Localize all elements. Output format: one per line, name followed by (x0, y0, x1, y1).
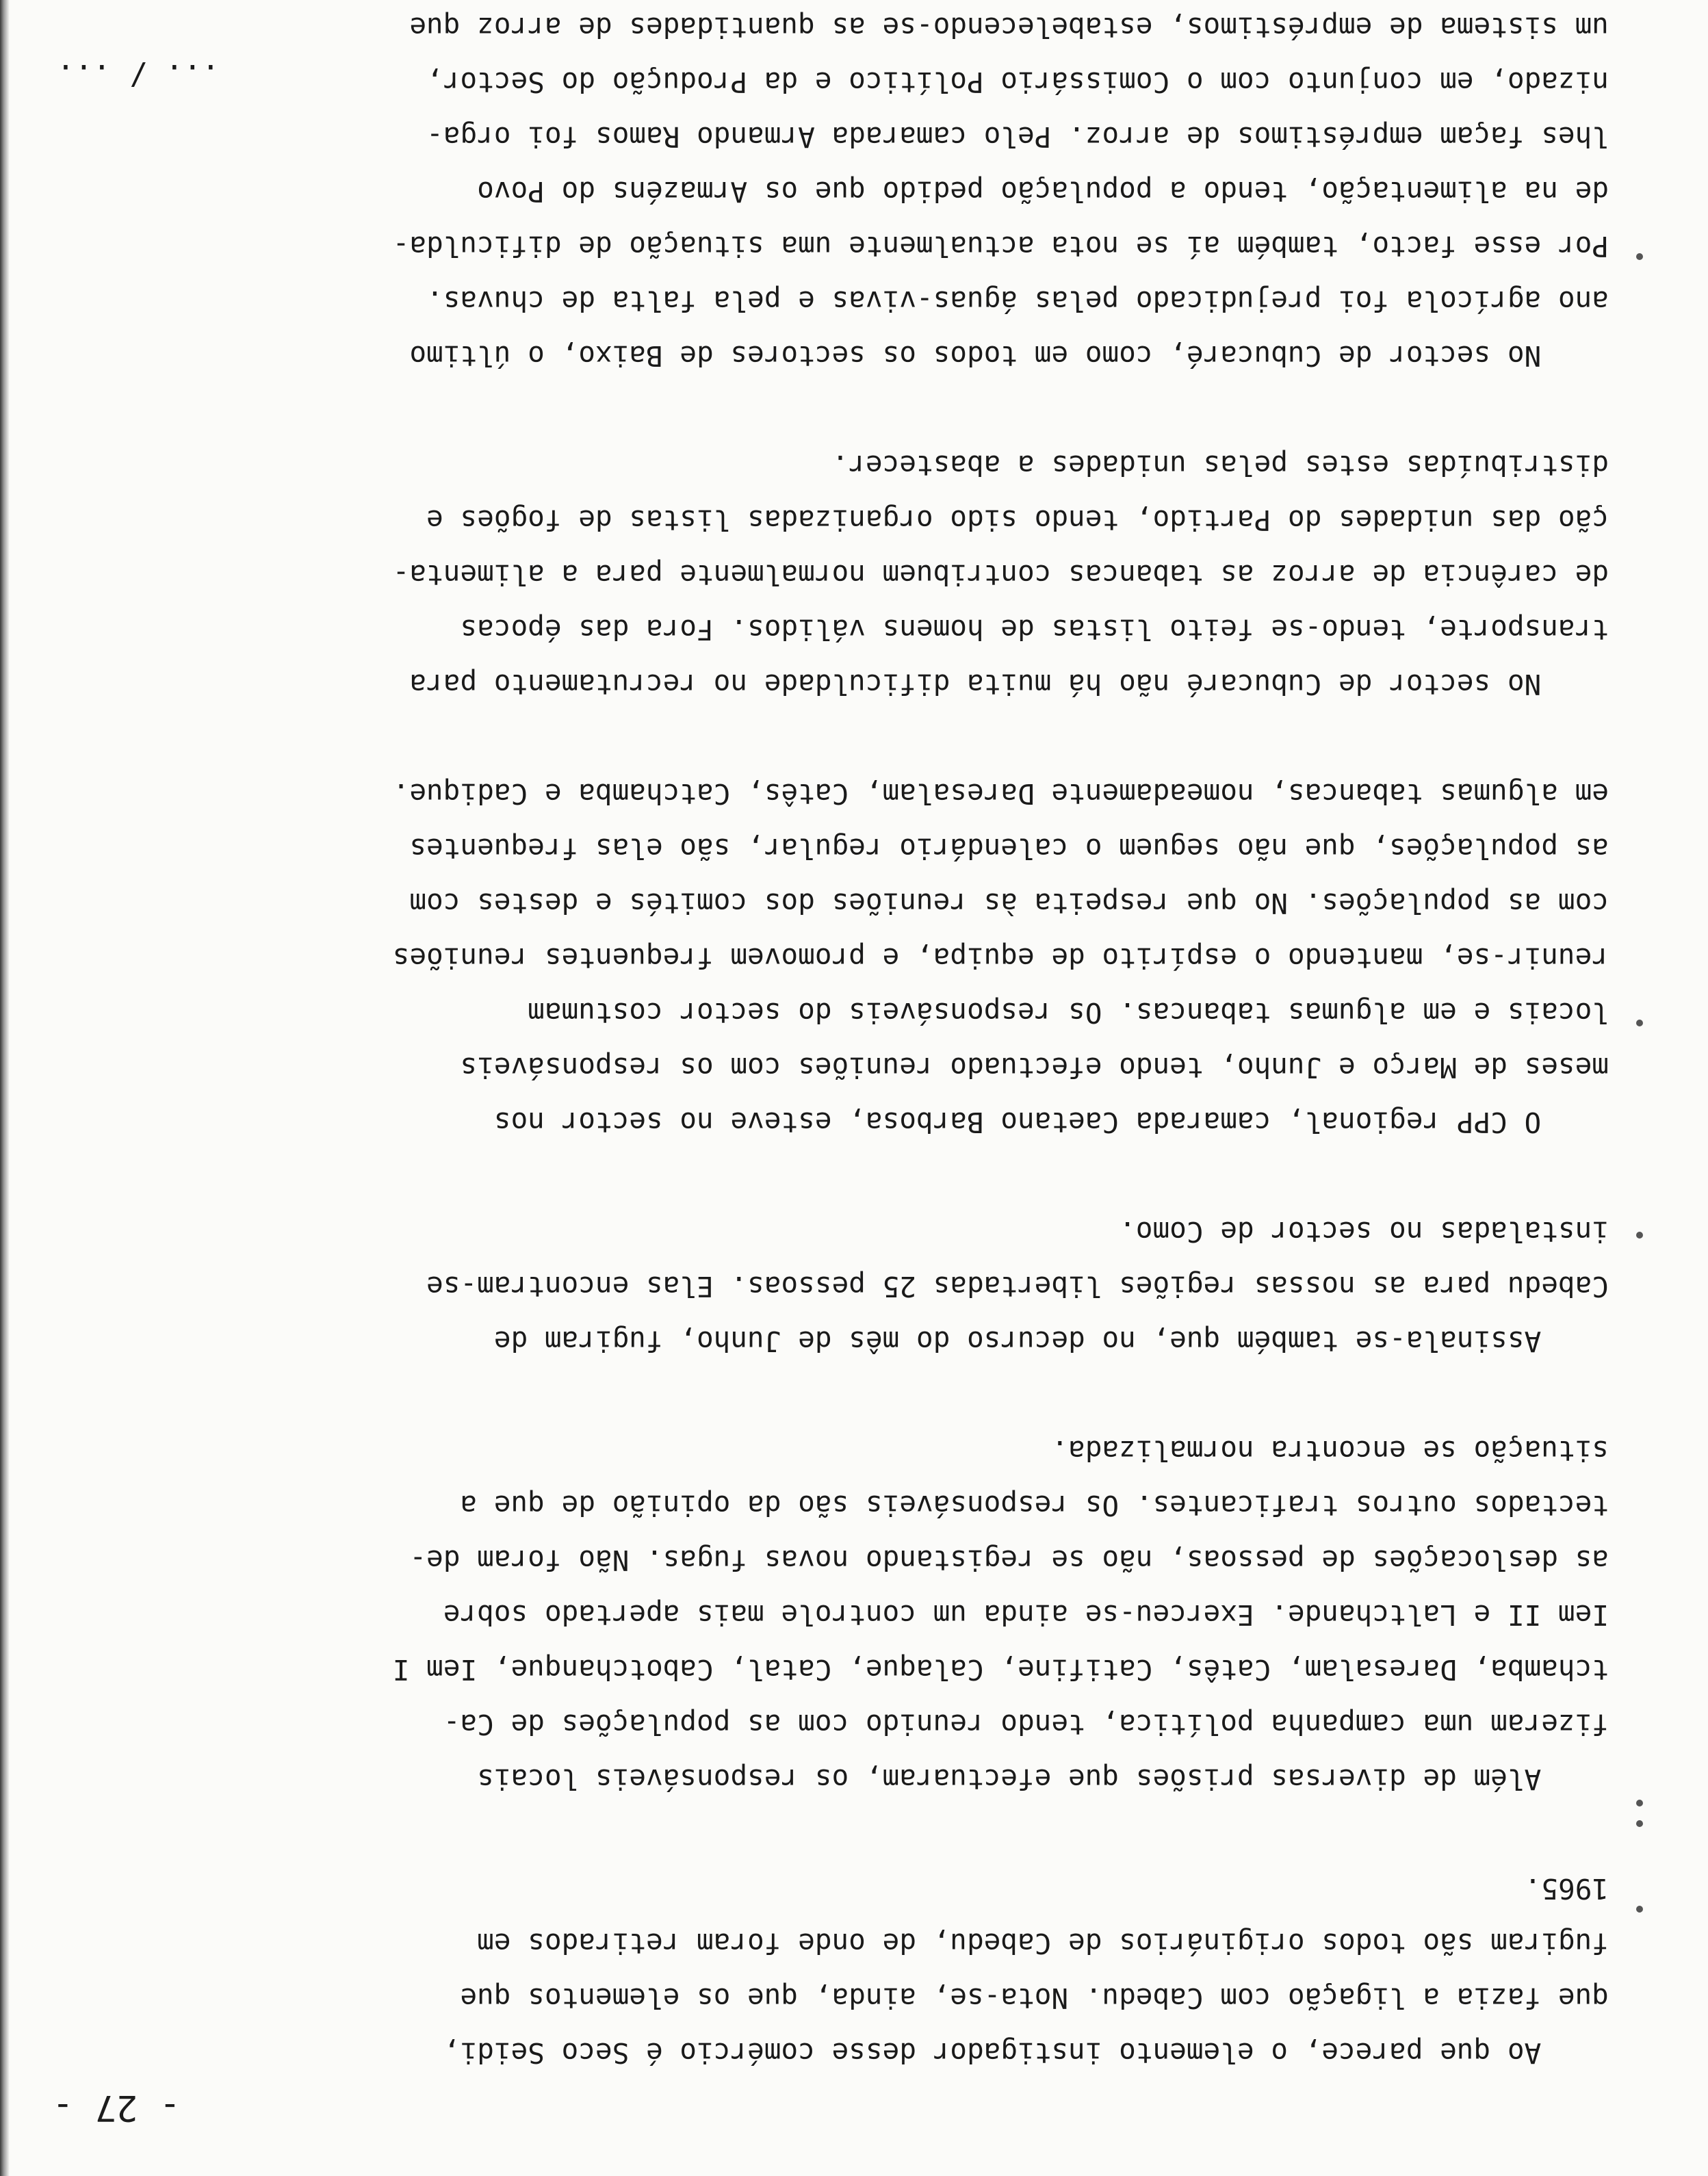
text-line: O CPP regional, camarada Caetano Barbosa, esteve no sector nos (493, 1106, 1609, 1139)
text-line: com as populações. No que respeita às reuniões dos comités e destes com (409, 887, 1609, 920)
text-line: situação se encontra normalizada. (1051, 1434, 1609, 1467)
text-line: distribuídas estes pelas unidades a abastecer. (831, 449, 1609, 482)
text-line: lhes façam empréstimos de arroz. Pelo camarada Armando Ramos foi orga- (426, 120, 1609, 153)
paragraph (14, 438, 1609, 712)
paragraph-gap (14, 383, 1609, 438)
text-line: Cabedu para as nossas regiões libertadas 25 pessoas. Elas encontram-se (426, 1270, 1609, 1303)
text-line: fugiram são todos originários de Cabedu, de onde foram retirados em (477, 1927, 1609, 1960)
binder-hole-mark (1636, 253, 1643, 260)
paragraph-gap (14, 712, 1609, 766)
paragraph (14, 1861, 1609, 2080)
binder-hole-mark (1636, 1020, 1643, 1026)
text-line: meses de Março e Junho, tendo efectuado reuniões com os responsáveis (460, 1051, 1609, 1084)
text-line: instaladas no sector de Como. (1119, 1215, 1609, 1248)
paragraph (14, 1423, 1609, 1806)
paragraph (14, 0, 1609, 383)
text-line: ano agrícola foi prejudicado pelas águas-vivas e pela falta de chuvas. (426, 285, 1609, 318)
text-line: transporte, tendo-se feito listas de homens válidos. Fora das épocas (460, 613, 1609, 646)
text-line: Iem II e Laltchande. Exerceu-se ainda um controle mais apertado sobre (443, 1598, 1609, 1631)
text-line: Além de diversas prisões que efectuaram, os responsáveis locais (477, 1763, 1609, 1796)
text-line: que fazia a ligação com Cabedu. Nota-se, ainda, que os elementos que (460, 1982, 1609, 2015)
body-text (14, 0, 1609, 2080)
binder-hole-mark (1636, 1800, 1643, 1806)
binder-hole-mark (1636, 1232, 1643, 1239)
text-line: Ao que parece, o elemento instigador desse comércio é Seco Seidi, (443, 2036, 1609, 2069)
text-line: ção das unidades do Partido, tendo sido organizadas listas de fogões e (426, 504, 1609, 536)
text-line: reunir-se, mantendo o espírito de equipa, e promovem frequentes reuniões (392, 942, 1609, 974)
text-line: de carência de arroz as tabancas contribuem normalmente para a alimenta- (392, 558, 1609, 591)
text-line: um sistema de empréstimos, estabelecendo-se as quantidades de arroz que (409, 11, 1609, 44)
text-line: as populações, que não seguem o calendário regular, são elas frequentes (409, 832, 1609, 865)
text-line: em algumas tabancas, nomeadamente Daresalam, Catês, Catchamba e Cadique. (392, 777, 1609, 810)
text-line: de na alimentação, tendo a população pedido que os Armazéns do Povo (477, 175, 1609, 208)
paragraph-gap (14, 1150, 1609, 1204)
binder-hole-mark (1636, 1906, 1643, 1913)
page-edge-shadow (0, 0, 10, 2176)
text-line: as deslocações de pessoas, não se registando novas fugas. Não foram de- (409, 1544, 1609, 1577)
text-line: Por esse facto, também aí se nota actualmente uma situação de dificulda- (392, 230, 1609, 263)
text-line: fizeram uma campanha política, tendo reunido com as populações de Ca- (443, 1708, 1609, 1741)
text-line: locais e em algumas tabancas. Os responsáveis do sector costumam (528, 996, 1609, 1029)
text-line: Assinala-se também que, no decurso do mês de Junho, fugiram de (493, 1325, 1609, 1358)
text-line: tchamba, Daresalam, Catês, Catifine, Calaque, Catal, Cabotchanque, Iem I (392, 1653, 1609, 1686)
text-line: nizado, em conjunto com o Comissário Político e da Produção do Sector, (426, 66, 1609, 99)
paragraph-gap (14, 1369, 1609, 1423)
page-number: - 27 - (52, 2087, 181, 2128)
text-line: No sector de Cubucaré, como em todos os sectores de Baixo, o último (409, 339, 1609, 372)
text-line: 1965. (1524, 1872, 1609, 1905)
paragraph-gap (14, 1806, 1609, 1861)
binder-hole-mark (1636, 1820, 1643, 1827)
paragraph (14, 766, 1609, 1150)
text-line: tectados outros traficantes. Os responsáveis são da opinião de que a (460, 1489, 1609, 1522)
text-line: No sector de Cubucaré não há muita dificuldade no recrutamento para (409, 668, 1609, 701)
continuation-mark: ... / ... (56, 57, 220, 92)
paragraph (14, 1204, 1609, 1369)
